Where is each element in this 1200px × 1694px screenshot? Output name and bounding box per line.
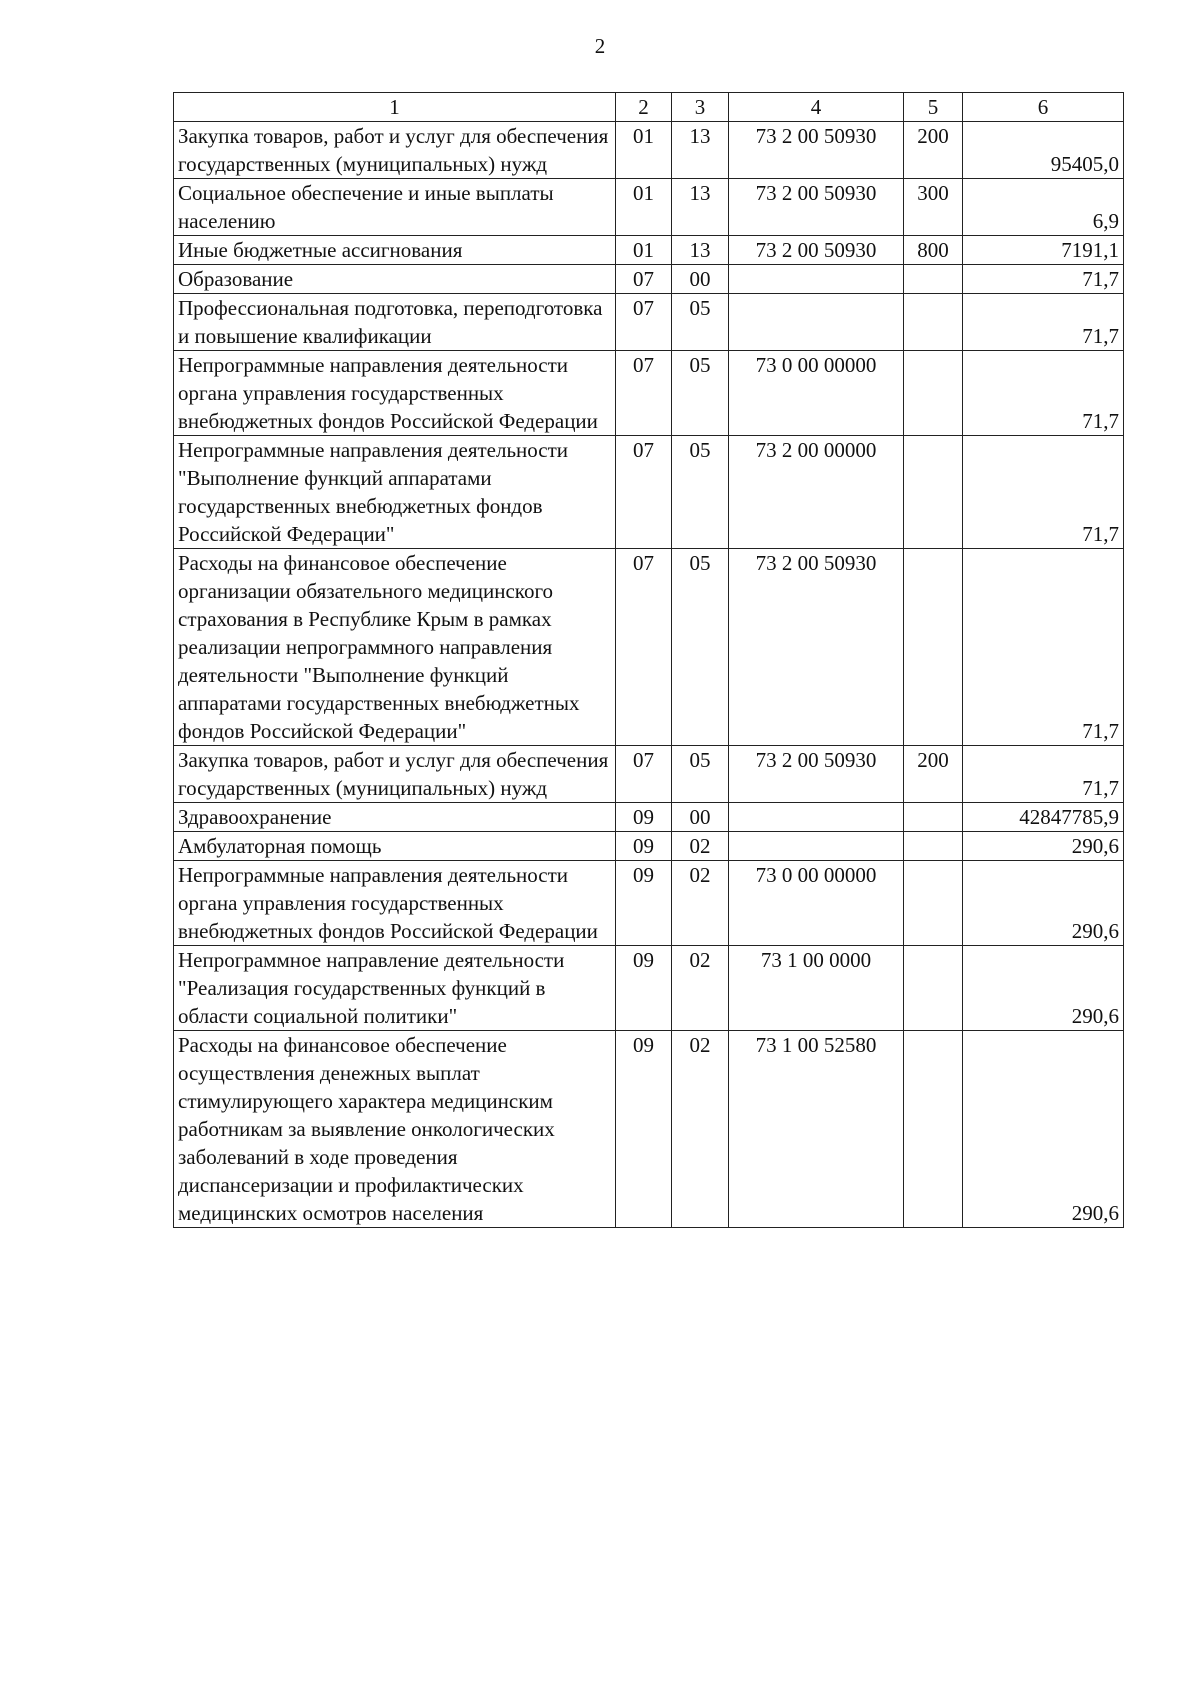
cell-target-article: 73 2 00 00000 bbox=[729, 436, 904, 549]
cell-name: Непрограммные направления деятельности "Выполнение функций аппаратами государственных внебюджетных фондов Российской Федерации" bbox=[174, 436, 616, 549]
cell-subsection: 02 bbox=[672, 946, 729, 1031]
cell-subsection: 05 bbox=[672, 746, 729, 803]
cell-section: 07 bbox=[616, 351, 672, 436]
header-cell-2: 2 bbox=[616, 93, 672, 122]
table-row bbox=[174, 122, 1124, 179]
cell-expense-type bbox=[904, 549, 963, 746]
cell-target-article: 73 2 00 50930 bbox=[729, 122, 904, 179]
cell-subsection: 05 bbox=[672, 294, 729, 351]
table-row bbox=[174, 179, 1124, 236]
cell-section: 09 bbox=[616, 832, 672, 861]
cell-section: 01 bbox=[616, 122, 672, 179]
cell-target-article bbox=[729, 265, 904, 294]
cell-name: Амбулаторная помощь bbox=[174, 832, 616, 861]
cell-section: 07 bbox=[616, 549, 672, 746]
budget-table bbox=[173, 92, 1124, 1228]
cell-amount: 290,6 bbox=[963, 946, 1124, 1031]
cell-name: Расходы на финансовое обеспечение осуществления денежных выплат стимулирующего характера медицинским работникам за выявление онкологических заболеваний в ходе проведения диспансеризации и профилактических медицинских осмотров населения bbox=[174, 1031, 616, 1228]
cell-name: Иные бюджетные ассигнования bbox=[174, 236, 616, 265]
cell-target-article bbox=[729, 294, 904, 351]
table-body bbox=[174, 122, 1124, 1228]
cell-section: 07 bbox=[616, 746, 672, 803]
cell-amount: 71,7 bbox=[963, 265, 1124, 294]
cell-section: 07 bbox=[616, 294, 672, 351]
cell-expense-type bbox=[904, 832, 963, 861]
cell-subsection: 13 bbox=[672, 122, 729, 179]
cell-subsection: 13 bbox=[672, 179, 729, 236]
cell-amount: 71,7 bbox=[963, 549, 1124, 746]
cell-name: Расходы на финансовое обеспечение организации обязательного медицинского страхования в Республике Крым в рамках реализации непрограммного направления деятельности "Выполнение функций аппаратами государственных внебюджетных фондов Российской Федерации" bbox=[174, 549, 616, 746]
table-row bbox=[174, 946, 1124, 1031]
page-number: 2 bbox=[594, 34, 606, 58]
cell-section: 07 bbox=[616, 436, 672, 549]
cell-expense-type bbox=[904, 861, 963, 946]
cell-amount: 95405,0 bbox=[963, 122, 1124, 179]
cell-subsection: 05 bbox=[672, 351, 729, 436]
cell-expense-type bbox=[904, 1031, 963, 1228]
cell-name: Непрограммное направление деятельности "Реализация государственных функций в области социальной политики" bbox=[174, 946, 616, 1031]
cell-amount: 6,9 bbox=[963, 179, 1124, 236]
cell-subsection: 00 bbox=[672, 265, 729, 294]
cell-expense-type: 800 bbox=[904, 236, 963, 265]
cell-target-article: 73 2 00 50930 bbox=[729, 549, 904, 746]
cell-subsection: 05 bbox=[672, 436, 729, 549]
cell-section: 09 bbox=[616, 1031, 672, 1228]
cell-section: 01 bbox=[616, 179, 672, 236]
table-row bbox=[174, 746, 1124, 803]
cell-name: Закупка товаров, работ и услуг для обеспечения государственных (муниципальных) нужд bbox=[174, 746, 616, 803]
cell-target-article bbox=[729, 832, 904, 861]
table-row bbox=[174, 549, 1124, 746]
cell-expense-type: 300 bbox=[904, 179, 963, 236]
cell-target-article: 73 2 00 50930 bbox=[729, 746, 904, 803]
cell-amount: 290,6 bbox=[963, 1031, 1124, 1228]
cell-expense-type: 200 bbox=[904, 746, 963, 803]
cell-expense-type bbox=[904, 436, 963, 549]
table-row bbox=[174, 294, 1124, 351]
table-row bbox=[174, 436, 1124, 549]
cell-section: 09 bbox=[616, 803, 672, 832]
table-row bbox=[174, 1031, 1124, 1228]
header-cell-4: 4 bbox=[729, 93, 904, 122]
table-row bbox=[174, 803, 1124, 832]
cell-subsection: 00 bbox=[672, 803, 729, 832]
cell-amount: 71,7 bbox=[963, 294, 1124, 351]
cell-expense-type bbox=[904, 351, 963, 436]
cell-name: Непрограммные направления деятельности органа управления государственных внебюджетных фондов Российской Федерации bbox=[174, 861, 616, 946]
cell-section: 07 bbox=[616, 265, 672, 294]
cell-amount: 71,7 bbox=[963, 436, 1124, 549]
cell-target-article bbox=[729, 803, 904, 832]
cell-target-article: 73 1 00 0000 bbox=[729, 946, 904, 1031]
header-row bbox=[174, 93, 1124, 122]
cell-subsection: 02 bbox=[672, 832, 729, 861]
cell-target-article: 73 0 00 00000 bbox=[729, 861, 904, 946]
cell-target-article: 73 1 00 52580 bbox=[729, 1031, 904, 1228]
cell-target-article: 73 0 00 00000 bbox=[729, 351, 904, 436]
cell-subsection: 13 bbox=[672, 236, 729, 265]
header-cell-1: 1 bbox=[174, 93, 616, 122]
cell-name: Профессиональная подготовка, переподготовка и повышение квалификации bbox=[174, 294, 616, 351]
cell-amount: 7191,1 bbox=[963, 236, 1124, 265]
cell-expense-type bbox=[904, 265, 963, 294]
cell-subsection: 05 bbox=[672, 549, 729, 746]
cell-target-article: 73 2 00 50930 bbox=[729, 236, 904, 265]
cell-section: 01 bbox=[616, 236, 672, 265]
cell-target-article: 73 2 00 50930 bbox=[729, 179, 904, 236]
cell-amount: 42847785,9 bbox=[963, 803, 1124, 832]
cell-subsection: 02 bbox=[672, 861, 729, 946]
cell-amount: 290,6 bbox=[963, 832, 1124, 861]
header-cell-6: 6 bbox=[963, 93, 1124, 122]
cell-name: Здравоохранение bbox=[174, 803, 616, 832]
cell-name: Социальное обеспечение и иные выплаты населению bbox=[174, 179, 616, 236]
cell-section: 09 bbox=[616, 861, 672, 946]
cell-amount: 290,6 bbox=[963, 861, 1124, 946]
cell-section: 09 bbox=[616, 946, 672, 1031]
table-header bbox=[174, 93, 1124, 122]
cell-expense-type bbox=[904, 803, 963, 832]
table-row bbox=[174, 265, 1124, 294]
table-row bbox=[174, 861, 1124, 946]
cell-name: Непрограммные направления деятельности органа управления государственных внебюджетных фондов Российской Федерации bbox=[174, 351, 616, 436]
cell-name: Образование bbox=[174, 265, 616, 294]
cell-amount: 71,7 bbox=[963, 746, 1124, 803]
table-row bbox=[174, 832, 1124, 861]
table-row bbox=[174, 236, 1124, 265]
cell-expense-type bbox=[904, 946, 963, 1031]
header-cell-5: 5 bbox=[904, 93, 963, 122]
cell-expense-type bbox=[904, 294, 963, 351]
cell-amount: 71,7 bbox=[963, 351, 1124, 436]
cell-expense-type: 200 bbox=[904, 122, 963, 179]
header-cell-3: 3 bbox=[672, 93, 729, 122]
table-row bbox=[174, 351, 1124, 436]
cell-name: Закупка товаров, работ и услуг для обеспечения государственных (муниципальных) нужд bbox=[174, 122, 616, 179]
cell-subsection: 02 bbox=[672, 1031, 729, 1228]
